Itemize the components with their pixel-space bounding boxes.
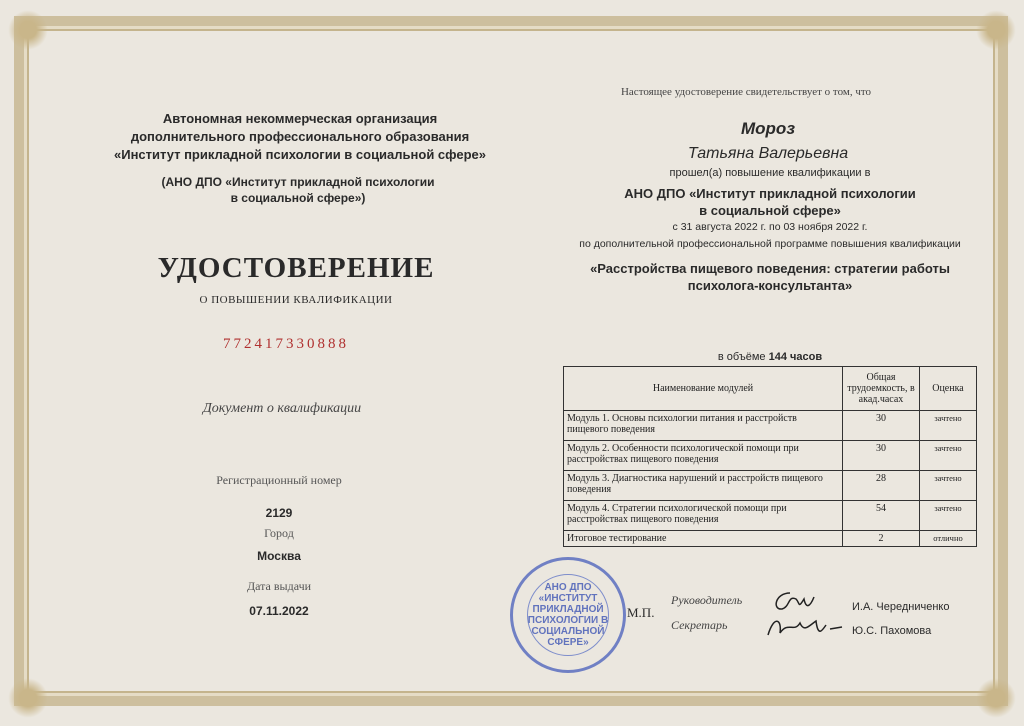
volume-suffix: часов	[790, 351, 823, 363]
head-label: Руководитель	[671, 593, 743, 607]
issue-date: 07.11.2022	[249, 604, 309, 618]
module-hours: 30	[843, 411, 920, 441]
stamp-line: ПСИХОЛОГИИ В	[527, 615, 609, 626]
org-line: Автономная некоммерческая организация	[162, 111, 438, 126]
header-hours: Общая трудоемкость, в акад.часах	[843, 367, 920, 411]
city: Москва	[257, 549, 301, 563]
module-hours: 2	[843, 531, 920, 547]
corner-ornament	[976, 678, 1016, 718]
intro-text: Настоящее удостоверение свидетельствует о том, что	[620, 86, 872, 98]
org-name	[114, 110, 486, 164]
date-label: Дата выдачи	[246, 579, 312, 593]
surname: Мороз	[741, 119, 795, 138]
program-label: по дополнительной профессиональной программе повышения квалификации	[579, 238, 961, 250]
org-short-line: в социальной сфере»)	[230, 191, 366, 205]
module-grade: отлично	[920, 531, 977, 547]
table-row	[564, 531, 977, 547]
module-name: Итоговое тестирование	[564, 531, 843, 547]
table-row	[564, 441, 977, 471]
passed-text: прошел(а) повышение квалификации в	[669, 167, 871, 179]
module-grade: зачтено	[920, 471, 977, 501]
org-line: «Институт прикладной психологии в социальной сфере»	[114, 147, 486, 162]
mp-label: М.П.	[627, 605, 655, 620]
volume	[718, 351, 822, 363]
stamp-line: «ИНСТИТУТ	[538, 593, 598, 604]
org-short-line: (АНО ДПО «Институт прикладной психологии	[161, 175, 435, 189]
signature-image	[760, 585, 860, 645]
header-module: Наименование модулей	[564, 367, 843, 411]
module-hours: 28	[843, 471, 920, 501]
corner-ornament	[8, 10, 48, 50]
corner-ornament	[8, 678, 48, 718]
head-name: И.А. Чередниченко	[852, 601, 950, 613]
stamp-line: ПРИКЛАДНОЙ	[532, 604, 604, 615]
module-grade: зачтено	[920, 501, 977, 531]
secretary-label: Секретарь	[671, 618, 728, 632]
module-hours: 54	[843, 501, 920, 531]
table-row	[564, 501, 977, 531]
module-grade: зачтено	[920, 411, 977, 441]
volume-hours: 144	[768, 351, 787, 363]
volume-prefix: в объёме	[717, 351, 766, 363]
document-title: УДОСТОВЕРЕНИЕ	[157, 252, 435, 284]
org-line: АНО ДПО «Институт прикладной психологии	[624, 186, 916, 201]
stamp-line: АНО ДПО	[544, 582, 592, 593]
header-grade: Оценка	[920, 367, 977, 411]
program-title	[590, 260, 950, 294]
org-line: дополнительного профессионального образования	[130, 129, 470, 144]
table-row	[564, 411, 977, 441]
stamp-line: СОЦИАЛЬНОЙ	[531, 626, 605, 637]
document-subtitle: О ПОВЫШЕНИИ КВАЛИФИКАЦИИ	[199, 294, 393, 306]
reg-label: Регистрационный номер	[216, 473, 342, 487]
document-type: Документ о квалификации	[202, 401, 362, 416]
module-name: Модуль 3. Диагностика нарушений и расстройств пищевого поведения	[564, 471, 843, 501]
reg-number: 2129	[265, 506, 293, 520]
serial-number: 772417330888	[223, 336, 349, 352]
given-name: Татьяна Валерьевна	[687, 145, 849, 162]
program-line: «Расстройства пищевого поведения: стратегии работы	[590, 261, 950, 276]
city-label: Город	[264, 526, 294, 540]
module-name: Модуль 2. Особенности психологической помощи при расстройствах пищевого поведения	[564, 441, 843, 471]
module-hours: 30	[843, 441, 920, 471]
org-line: в социальной сфере»	[699, 203, 841, 218]
module-name: Модуль 1. Основы психологии питания и расстройств пищевого поведения	[564, 411, 843, 441]
org-name-right	[624, 185, 916, 219]
module-grade: зачтено	[920, 441, 977, 471]
corner-ornament	[976, 10, 1016, 50]
org-short	[161, 174, 434, 206]
table-header	[564, 367, 977, 411]
stamp-line: СФЕРЕ»	[547, 637, 589, 648]
modules-table	[563, 366, 977, 547]
program-line: психолога-консультанта»	[687, 278, 853, 293]
secretary-name: Ю.С. Пахомова	[852, 625, 932, 637]
module-name: Модуль 4. Стратегии психологической помощи при расстройствах пищевого поведения	[564, 501, 843, 531]
table-row	[564, 471, 977, 501]
study-dates: с 31 августа 2022 г. по 03 ноября 2022 г.	[672, 221, 868, 233]
official-stamp	[510, 557, 626, 673]
